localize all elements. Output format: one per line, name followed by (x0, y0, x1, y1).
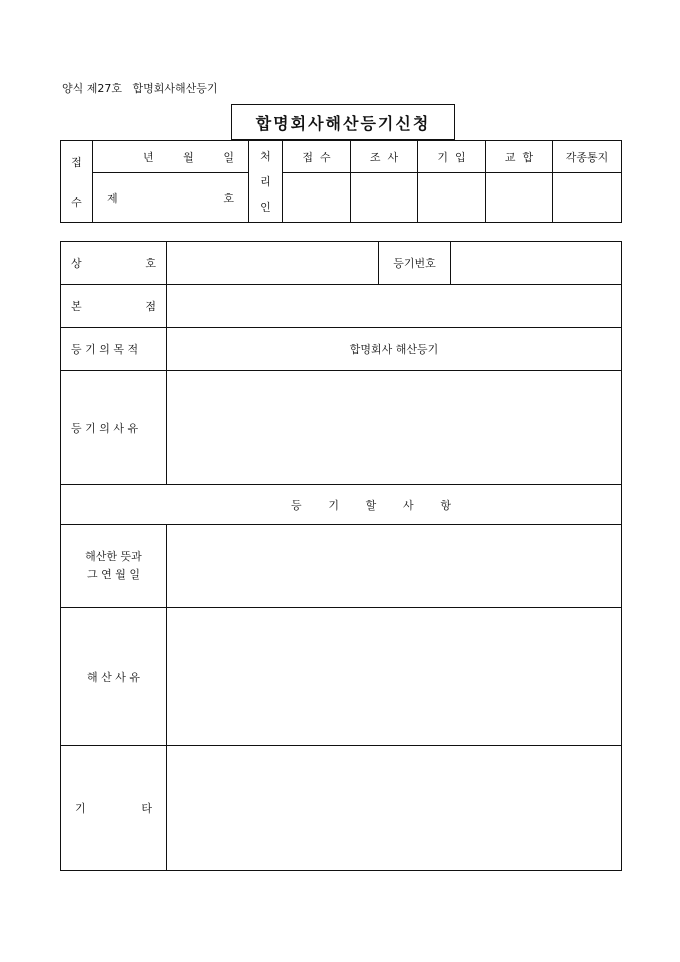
stamp-box-notifications[interactable] (553, 173, 622, 223)
form-title: 합명회사해산등기신청 (231, 104, 455, 140)
date-day-label: 일 (223, 150, 234, 164)
registration-table (60, 241, 622, 871)
items-header (61, 485, 622, 525)
dissolution-reason-field[interactable] (167, 608, 622, 746)
dissolution-date-field[interactable] (167, 525, 622, 608)
stamp-box-investigation[interactable] (351, 173, 418, 223)
col-header-verification: 교 합 (486, 141, 553, 173)
date-month-label: 월 (183, 150, 194, 164)
number-suffix-label: 호 (223, 191, 234, 205)
cause-field[interactable] (167, 371, 622, 485)
receipt-number-cell[interactable] (93, 173, 249, 223)
col-header-receipt: 접 수 (283, 141, 351, 173)
dissolution-label-line1: 해산한 뜻과 (85, 550, 142, 563)
label-char: 타 (141, 802, 152, 815)
receipt-label-char: 수 (71, 195, 82, 209)
other-field[interactable] (167, 746, 622, 871)
label-char: 상 (71, 257, 82, 270)
cause-label: 등 기 의 사 유 (61, 371, 167, 485)
dissolution-date-label (61, 525, 167, 608)
other-label (61, 746, 167, 871)
items-header-char: 할 (365, 498, 377, 512)
company-name-field[interactable] (167, 242, 379, 285)
processing-char: 처 (260, 150, 271, 164)
label-char: 본 (71, 300, 82, 313)
label-char: 점 (145, 300, 156, 313)
processing-char: 인 (260, 200, 271, 214)
col-header-investigation: 조 사 (351, 141, 418, 173)
col-header-notifications: 각종통지 (553, 141, 622, 173)
items-header-char: 사 (402, 498, 414, 512)
label-char: 기 (75, 802, 86, 815)
receipt-date-cell[interactable] (93, 141, 249, 173)
receipt-table (60, 140, 622, 223)
col-header-entry: 기 입 (418, 141, 486, 173)
receipt-label-char: 접 (71, 155, 82, 169)
label-char: 호 (145, 257, 156, 270)
dissolution-label-line2: 그 연 월 일 (87, 568, 140, 581)
reg-number-field[interactable] (451, 242, 622, 285)
date-year-label: 년 (143, 150, 154, 164)
processing-label-cell (249, 141, 283, 223)
form-number-label: 양식 제27호 합명회사해산등기 (62, 82, 218, 95)
company-name-label (61, 242, 167, 285)
items-header-char: 항 (440, 498, 451, 512)
processing-char: 리 (260, 175, 271, 189)
receipt-label-cell (61, 141, 93, 223)
stamp-box-receipt[interactable] (283, 173, 351, 223)
head-office-label (61, 285, 167, 328)
dissolution-reason-label: 해 산 사 유 (61, 608, 167, 746)
purpose-label: 등 기 의 목 적 (61, 328, 167, 371)
stamp-box-verification[interactable] (486, 173, 553, 223)
stamp-box-entry[interactable] (418, 173, 486, 223)
purpose-value: 합명회사 해산등기 (167, 328, 622, 371)
reg-number-label: 등기번호 (379, 242, 451, 285)
items-header-char: 기 (328, 498, 339, 512)
number-prefix-label: 제 (107, 191, 118, 205)
items-header-char: 등 (291, 498, 302, 512)
head-office-field[interactable] (167, 285, 622, 328)
